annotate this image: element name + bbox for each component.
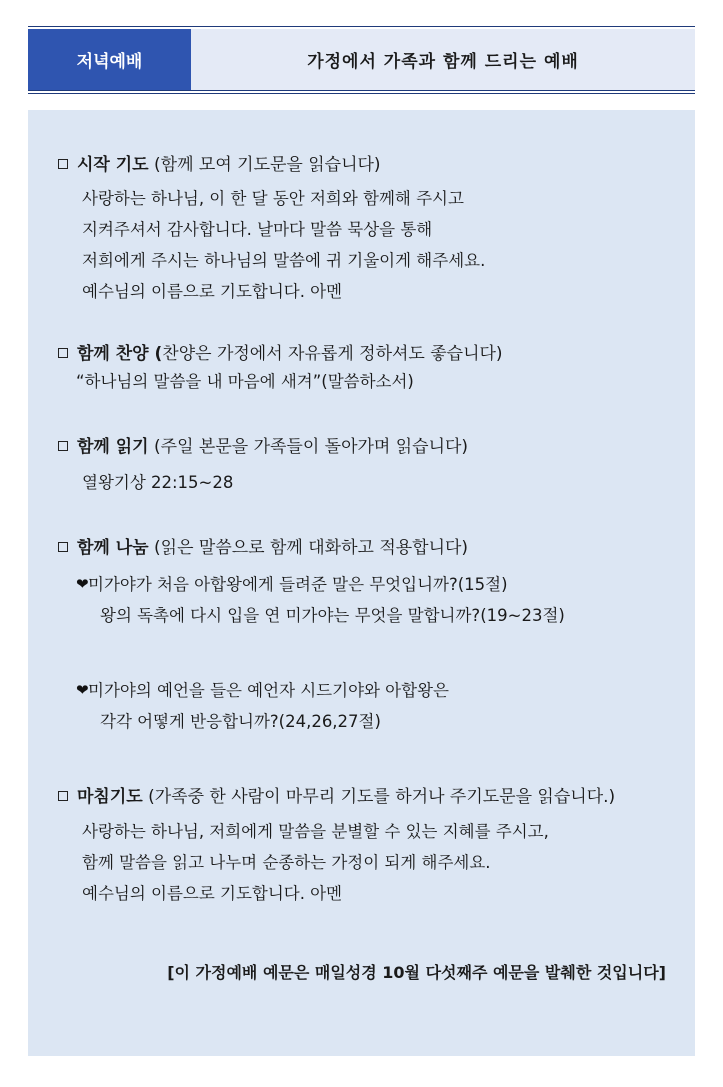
content-panel	[28, 110, 695, 1056]
source-note: [이 가정예배 예문은 매일성경 10월 다섯째주 예문을 발췌한 것입니다]	[167, 963, 666, 982]
header-bottom-rule	[28, 90, 695, 91]
section-opening-prayer	[58, 153, 688, 307]
header-bottom-rule-2	[28, 93, 695, 94]
section-heading	[58, 435, 688, 459]
prayer-line: 사랑하는 하나님, 저희에게 말씀을 분별할 수 있는 지혜를 주시고,	[82, 822, 549, 841]
question-line: 왕의 독촉에 다시 입을 연 미가야는 무엇을 말합니까?(19~23절)	[100, 606, 565, 625]
song-line: “하나님의 말씀을 내 마음에 새겨”(말씀하소서)	[76, 372, 414, 391]
heart-icon: ❤	[76, 575, 89, 593]
section-note: 찬양은 가정에서 자유롭게 정하셔도 좋습니다)	[162, 344, 503, 364]
checkbox-square-icon	[58, 542, 68, 552]
section-heading	[58, 785, 688, 809]
section-closing-prayer	[58, 785, 688, 909]
section-heading	[58, 342, 688, 366]
prayer-line: 사랑하는 하나님, 이 한 달 동안 저희와 함께해 주시고	[82, 189, 464, 208]
prayer-line: 지켜주셔서 감사합니다. 날마다 말씀 묵상을 통해	[82, 220, 433, 239]
section-title: 시작 기도	[77, 155, 149, 175]
prayer-line: 예수님의 이름으로 기도합니다. 아멘	[82, 884, 343, 903]
header	[28, 29, 695, 90]
section-title: 함께 읽기	[77, 437, 149, 457]
question-line: 미가야가 처음 아합왕에게 들려준 말은 무엇입니까?(15절)	[88, 575, 508, 594]
heart-icon: ❤	[76, 681, 89, 699]
question-line: 각각 어떻게 반응합니까?(24,26,27절)	[100, 712, 381, 731]
section-sharing	[58, 536, 688, 737]
section-reading	[58, 435, 688, 498]
section-note: (읽은 말씀으로 함께 대화하고 적용합니다)	[148, 538, 469, 558]
section-title: 함께 찬양 (	[77, 344, 163, 364]
scripture-reference: 열왕기상 22:15~28	[82, 473, 234, 492]
section-note: (함께 모여 기도문을 읽습니다)	[148, 155, 381, 175]
section-title: 함께 나눔	[77, 538, 149, 558]
prayer-line: 함께 말씀을 읽고 나누며 순종하는 가정이 되게 해주세요.	[82, 853, 491, 872]
checkbox-square-icon	[58, 159, 68, 169]
section-title: 마침기도	[77, 787, 143, 807]
checkbox-square-icon	[58, 441, 68, 451]
section-heading	[58, 536, 688, 560]
prayer-line: 저희에게 주시는 하나님의 말씀에 귀 기울이게 해주세요.	[82, 251, 486, 270]
question-item	[58, 569, 688, 631]
section-heading	[58, 153, 688, 177]
prayer-line: 예수님의 이름으로 기도합니다. 아멘	[82, 282, 343, 301]
service-tag: 저녁예배	[28, 29, 191, 90]
section-note: (가족중 한 사람이 마무리 기도를 하거나 주기도문을 읽습니다.)	[142, 787, 616, 807]
checkbox-square-icon	[58, 791, 68, 801]
checkbox-square-icon	[58, 348, 68, 358]
top-rule	[28, 26, 695, 27]
section-praise	[58, 342, 688, 397]
question-line: 미가야의 예언을 들은 예언자 시드기야와 아합왕은	[88, 681, 449, 700]
page-title: 가정에서 가족과 함께 드리는 예배	[191, 29, 695, 90]
question-item	[58, 675, 688, 737]
section-note: (주일 본문을 가족들이 돌아가며 읽습니다)	[148, 437, 469, 457]
